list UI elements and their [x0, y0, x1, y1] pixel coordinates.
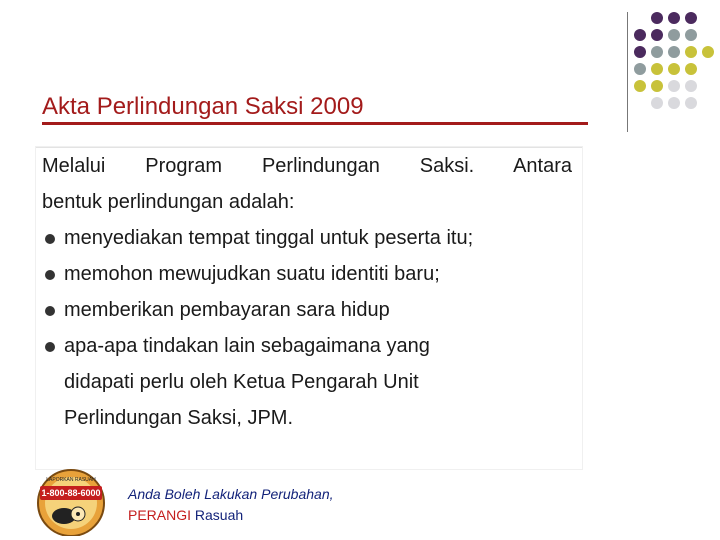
footer-slogan-red-word: PERANGI	[128, 507, 192, 523]
bullet-dot-icon	[45, 342, 55, 352]
bullet-item	[36, 292, 576, 328]
bullet-text: memohon mewujudkan suatu identiti baru;	[64, 263, 440, 285]
decorative-dot	[651, 12, 663, 24]
decorative-dot	[634, 46, 646, 58]
bullet-text: Perlindungan Saksi, JPM.	[64, 407, 294, 429]
bullet-item	[36, 256, 576, 292]
bullet-dot-icon	[45, 234, 55, 244]
bullet-text: didapati perlu oleh Ketua Pengarah Unit	[64, 371, 419, 393]
footer-slogan-blue-word: Rasuah	[194, 507, 244, 523]
decorative-dot	[634, 63, 646, 75]
bullet-dot-icon	[45, 270, 55, 280]
bullet-text: memberikan pembayaran sara hidup	[64, 299, 390, 321]
content-box	[36, 147, 582, 469]
decorative-dot	[668, 80, 680, 92]
slide-title: Akta Perlindungan Saksi 2009	[42, 93, 364, 120]
anti-corruption-logo	[34, 466, 108, 536]
decorative-dot	[634, 80, 646, 92]
decorative-dot	[685, 97, 697, 109]
decorative-dot	[668, 46, 680, 58]
decorative-dot	[702, 46, 714, 58]
decorative-dot	[685, 63, 697, 75]
footer-slogan-line-1: Anda Boleh Lakukan Perubahan,	[128, 486, 334, 502]
decorative-dot	[668, 29, 680, 41]
intro-line-1: Melalui Program Perlindungan Saksi. Antara	[42, 155, 572, 177]
decorative-dot	[651, 63, 663, 75]
bullet-item	[36, 328, 576, 364]
decorative-dot	[685, 46, 697, 58]
bullet-text: apa-apa tindakan lain sebagaimana yang	[64, 335, 430, 357]
footer-slogan-line-2	[128, 507, 243, 523]
bullet-text: menyediakan tempat tinggal untuk peserta itu;	[64, 227, 474, 249]
decorative-dot	[651, 29, 663, 41]
decorative-dot	[651, 97, 663, 109]
decorative-dot	[634, 29, 646, 41]
bullet-continuation	[36, 400, 576, 436]
bullet-continuation	[36, 364, 576, 400]
decorative-dot	[668, 12, 680, 24]
decorative-dot	[668, 63, 680, 75]
bullet-dot-icon	[45, 306, 55, 316]
decorative-dot	[685, 80, 697, 92]
intro-line-2: bentuk perlindungan adalah:	[42, 191, 295, 213]
bullet-list	[36, 220, 576, 436]
decorative-dot	[685, 12, 697, 24]
decorative-dot	[651, 46, 663, 58]
decorative-dot-grid	[0, 0, 720, 140]
decorative-dot	[685, 29, 697, 41]
bullet-item	[36, 220, 576, 256]
decorative-dot	[651, 80, 663, 92]
svg-text:1-800-88-6000: 1-800-88-6000	[41, 488, 101, 498]
decorative-dot	[668, 97, 680, 109]
svg-text:LAPORKAN RASUAH: LAPORKAN RASUAH	[46, 477, 96, 483]
